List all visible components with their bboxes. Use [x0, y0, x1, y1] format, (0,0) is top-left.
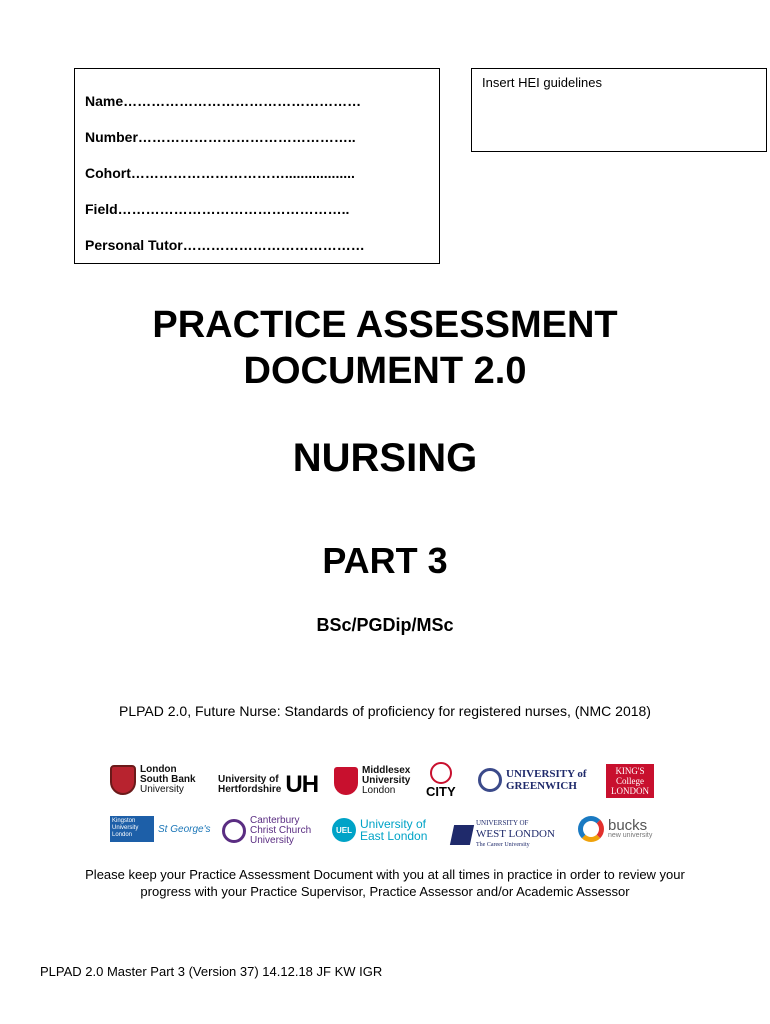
- title-line-2: DOCUMENT 2.0: [243, 350, 527, 392]
- city-logo-text: CITY: [426, 784, 456, 799]
- city-crest-icon: [430, 762, 452, 784]
- field-field[interactable]: Field…………………………………………..: [85, 201, 350, 217]
- canterbury-logo-line-1: Canterbury: [250, 815, 300, 826]
- uel-logo-line-1: University of: [360, 817, 427, 831]
- uwl-logo-line-1: UNIVERSITY OF: [476, 819, 529, 827]
- city-logo: [426, 762, 456, 799]
- kingston-logo-text: Kingston University London: [110, 816, 154, 842]
- greenwich-logo-line-2: GREENWICH: [506, 780, 577, 792]
- herts-logo-line-1: University of: [218, 774, 279, 785]
- mdx-logo-line-1: Middlesex: [362, 765, 411, 776]
- bucks-ring-icon: [578, 816, 604, 842]
- bucks-logo-line-2: new university: [608, 832, 653, 839]
- herts-logo-line-2: Hertfordshire: [218, 784, 282, 795]
- canterbury-knot-icon: [222, 819, 246, 843]
- hei-guidelines-box: [471, 68, 767, 152]
- reminder-note-line-1: Please keep your Practice Assessment Document with you at all times in practice in order to review your: [85, 867, 685, 882]
- uwl-logo-line-2: WEST LONDON: [476, 828, 555, 840]
- canterbury-logo-line-2: Christ Church: [250, 825, 312, 836]
- kings-college-logo: [606, 764, 654, 798]
- title-line-1: PRACTICE ASSESSMENT: [152, 304, 618, 346]
- mdx-logo-line-2: University: [362, 775, 411, 786]
- hertfordshire-logo: [218, 771, 318, 799]
- greenwich-logo: [478, 768, 587, 792]
- kings-logo-line-1: KING'S: [615, 766, 645, 776]
- standards-text: PLPAD 2.0, Future Nurse: Standards of proficiency for registered nurses, (NMC 2018): [119, 703, 651, 719]
- kings-logo-line-3: LONDON: [611, 786, 649, 796]
- bucks-logo: [578, 816, 652, 842]
- mdx-logo-line-3: London: [362, 785, 396, 796]
- part-heading: PART 3: [322, 540, 448, 581]
- student-details-box: [74, 68, 440, 264]
- greenwich-logo-line-1: UNIVERSITY of: [506, 768, 587, 780]
- bucks-logo-line-1: bucks: [608, 817, 648, 834]
- personal-tutor-field[interactable]: Personal Tutor…………………………………: [85, 237, 365, 253]
- middlesex-shield-icon: [334, 767, 358, 795]
- kings-logo-line-2: College: [616, 776, 644, 786]
- canterbury-logo-line-3: University: [250, 835, 294, 846]
- stgeorges-logo-text: St George's: [158, 823, 211, 835]
- uel-logo: [332, 818, 427, 842]
- subject-heading: NURSING: [292, 436, 478, 480]
- document-title: [0, 302, 770, 394]
- uwl-logo: [452, 818, 555, 851]
- middlesex-logo: [334, 766, 410, 796]
- uel-badge-icon: UEL: [332, 818, 356, 842]
- lsbu-logo: [110, 765, 196, 795]
- hei-guidelines-text: Insert HEI guidelines: [482, 75, 602, 90]
- lsbu-logo-line-2: South Bank: [140, 774, 196, 785]
- reminder-note-line-2: progress with your Practice Supervisor, Practice Assessor and/or Academic Assessor: [140, 884, 630, 899]
- reminder-note: [0, 866, 770, 900]
- kingston-stgeorges-logo: [110, 816, 211, 842]
- uh-mark: UH: [285, 771, 319, 798]
- canterbury-logo: [222, 816, 311, 846]
- version-footer: PLPAD 2.0 Master Part 3 (Version 37) 14.12.18 JF KW IGR: [40, 964, 383, 979]
- cohort-field[interactable]: Cohort……………………………..................: [85, 165, 355, 181]
- lsbu-logo-line-3: University: [140, 784, 184, 795]
- uwl-mark-icon: [450, 825, 474, 845]
- greenwich-emblem-icon: [478, 768, 502, 792]
- uwl-logo-line-3: The Career University: [476, 842, 530, 848]
- lsbu-crest-icon: [110, 765, 136, 795]
- number-field[interactable]: Number………………………………………..: [85, 129, 356, 145]
- uel-logo-line-2: East London: [360, 829, 428, 843]
- name-field[interactable]: Name……………………………………………: [85, 93, 362, 109]
- lsbu-logo-line-1: London: [140, 764, 177, 775]
- degrees-heading: BSc/PGDip/MSc: [316, 615, 454, 635]
